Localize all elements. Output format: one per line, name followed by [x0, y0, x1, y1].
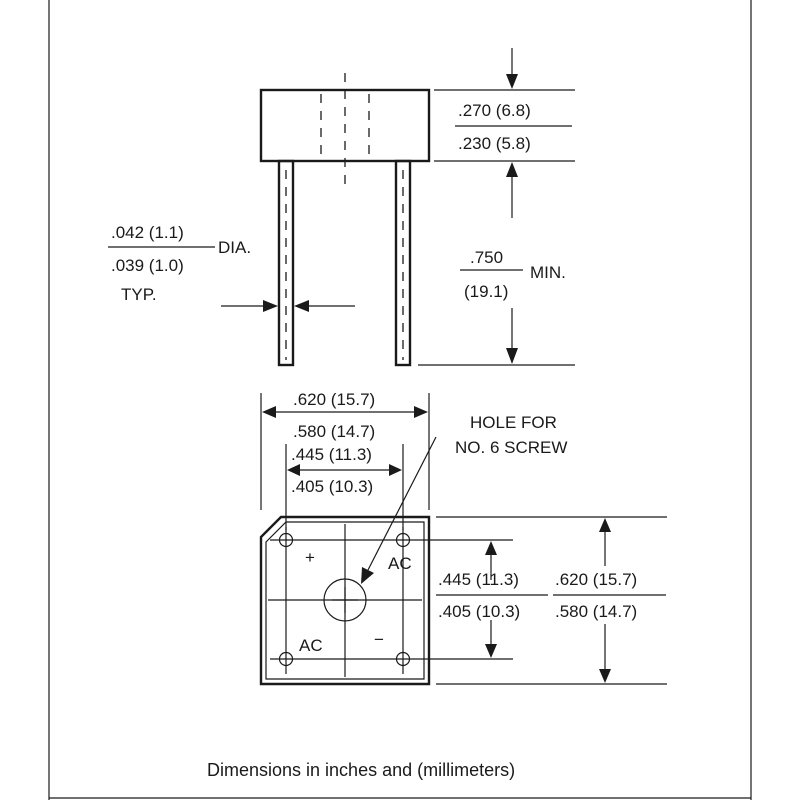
v-pin-spacing-min: .405 (10.3) [438, 602, 521, 621]
body-height-arrow-top [506, 74, 518, 89]
v-pin-spacing-max: .445 (11.3) [438, 570, 519, 589]
lead-dia-arrow-right [294, 300, 309, 312]
pin-label-minus: − [374, 630, 384, 649]
pin-label-ac-top: AC [388, 554, 412, 573]
body-height-max: .270 (6.8) [458, 101, 531, 120]
pin-label-ac-bottom: AC [299, 636, 323, 655]
height-min: .580 (14.7) [555, 602, 638, 621]
body-height-arrow-bottom [506, 162, 518, 177]
height-arrow-bottom [599, 669, 611, 683]
width-arrow-left [262, 406, 276, 418]
lead-dia-arrow-left [263, 300, 278, 312]
hole-note-arrow [361, 567, 374, 584]
pin-spacing-arrow-left [287, 464, 300, 476]
lead-length-arrow [506, 348, 518, 364]
lead-length-suffix: MIN. [530, 263, 566, 282]
lead-dia-note: TYP. [121, 285, 157, 304]
lead-dia-max: .042 (1.1) [111, 223, 184, 242]
pin-label-plus: + [305, 548, 315, 567]
width-min: .580 (14.7) [293, 422, 376, 441]
lead-length-in: .750 [470, 248, 504, 267]
hole-note-line1: HOLE FOR [470, 413, 557, 432]
width-arrow-right [414, 406, 428, 418]
height-max: .620 (15.7) [555, 570, 638, 589]
side-view [108, 48, 575, 365]
v-pin-spacing-arrow-bottom [485, 644, 497, 658]
body-height-min: .230 (5.8) [458, 134, 531, 153]
v-pin-spacing-arrow-top [485, 541, 497, 555]
pin-spacing-max: .445 (11.3) [291, 445, 372, 464]
lead-dia-min: .039 (1.0) [111, 256, 184, 275]
dimensions-caption: Dimensions in inches and (millimeters) [207, 760, 516, 780]
hole-note-line2: NO. 6 SCREW [455, 438, 568, 457]
width-max: .620 (15.7) [293, 390, 376, 409]
height-arrow-top [599, 518, 611, 532]
lead-length-mm: (19.1) [464, 282, 509, 301]
pin-spacing-min: .405 (10.3) [291, 477, 374, 496]
lead-dia-suffix: DIA. [218, 238, 252, 257]
pin-spacing-arrow-right [389, 464, 402, 476]
hole-note-leader [368, 437, 436, 570]
top-view [261, 390, 667, 684]
